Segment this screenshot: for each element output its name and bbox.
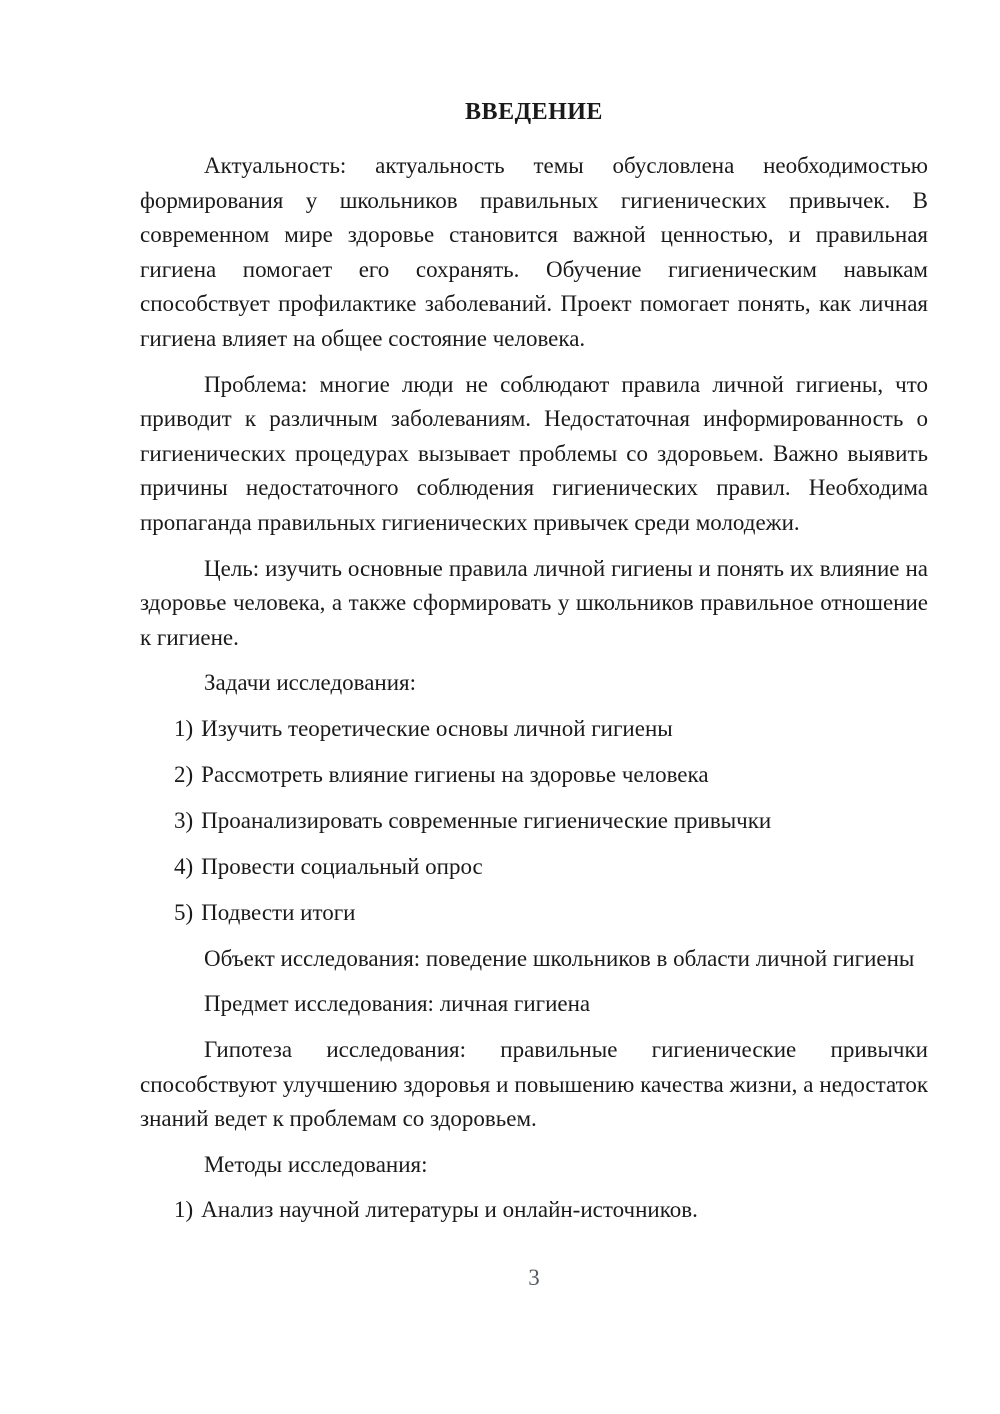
methods-list: [140, 1193, 928, 1228]
list-item: [174, 804, 928, 839]
list-item: [174, 850, 928, 885]
paragraph-object: Объект исследования: поведение школьников в области личной гигиены: [204, 945, 915, 971]
paragraph-problem: Проблема: многие люди не соблюдают правила личной гигиены, что приводит к различным заболеваниям. Недостаточная информированность о гигиенических процедурах вызывает проблемы со здоровьем. Важно выявить причины недостаточного соблюдения гигиенических правил. Необходима пропаганда правильных гигиенических привычек среди молодежи.: [140, 371, 928, 535]
page-number: 3: [528, 1264, 540, 1290]
list-item-text: Подвести итоги: [201, 899, 356, 925]
paragraph-actuality: Актуальность: актуальность темы обусловлена необходимостью формирования у школьников правильных гигиенических привычек. В современном мире здоровье становится важной ценностью, и правильная гигиена помогает его сохранять. Обучение гигиеническим навыкам способствует профилактике заболеваний. Проект помогает понять, как личная гигиена влияет на общее состояние человека.: [140, 153, 928, 351]
list-item-text: Проанализировать современные гигиенические привычки: [201, 807, 772, 833]
list-item: [174, 712, 928, 747]
list-item-marker: 2): [174, 761, 194, 787]
list-item: [174, 758, 928, 793]
paragraph-subject: Предмет исследования: личная гигиена: [204, 991, 591, 1017]
paragraph-goal: Цель: изучить основные правила личной гигиены и понять их влияние на здоровье человека, а также сформировать у школьников правильное отношение к гигиене.: [140, 555, 928, 650]
list-item-marker: 1): [174, 715, 194, 741]
list-item-marker: 5): [174, 899, 194, 925]
list-item-text: Провести социальный опрос: [201, 853, 483, 879]
page-title: ВВЕДЕНИЕ: [465, 99, 603, 125]
list-item-text: Рассмотреть влияние гигиены на здоровье человека: [201, 761, 709, 787]
paragraph-hypothesis: Гипотеза исследования: правильные гигиенические привычки способствуют улучшению здоровья и повышению качества жизни, а недостаток знаний ведет к проблемам со здоровьем.: [140, 1037, 928, 1132]
list-item-marker: 4): [174, 853, 194, 879]
methods-heading: Методы исследования:: [204, 1151, 428, 1177]
tasks-heading: Задачи исследования:: [204, 670, 417, 696]
list-item-marker: 1): [174, 1197, 194, 1223]
list-item-marker: 3): [174, 807, 194, 833]
tasks-list: [140, 712, 928, 931]
list-item-text: Изучить теоретические основы личной гигиены: [201, 715, 673, 741]
list-item: [174, 1193, 928, 1228]
list-item: [174, 896, 928, 931]
list-item-text: Анализ научной литературы и онлайн-источников.: [201, 1197, 698, 1223]
